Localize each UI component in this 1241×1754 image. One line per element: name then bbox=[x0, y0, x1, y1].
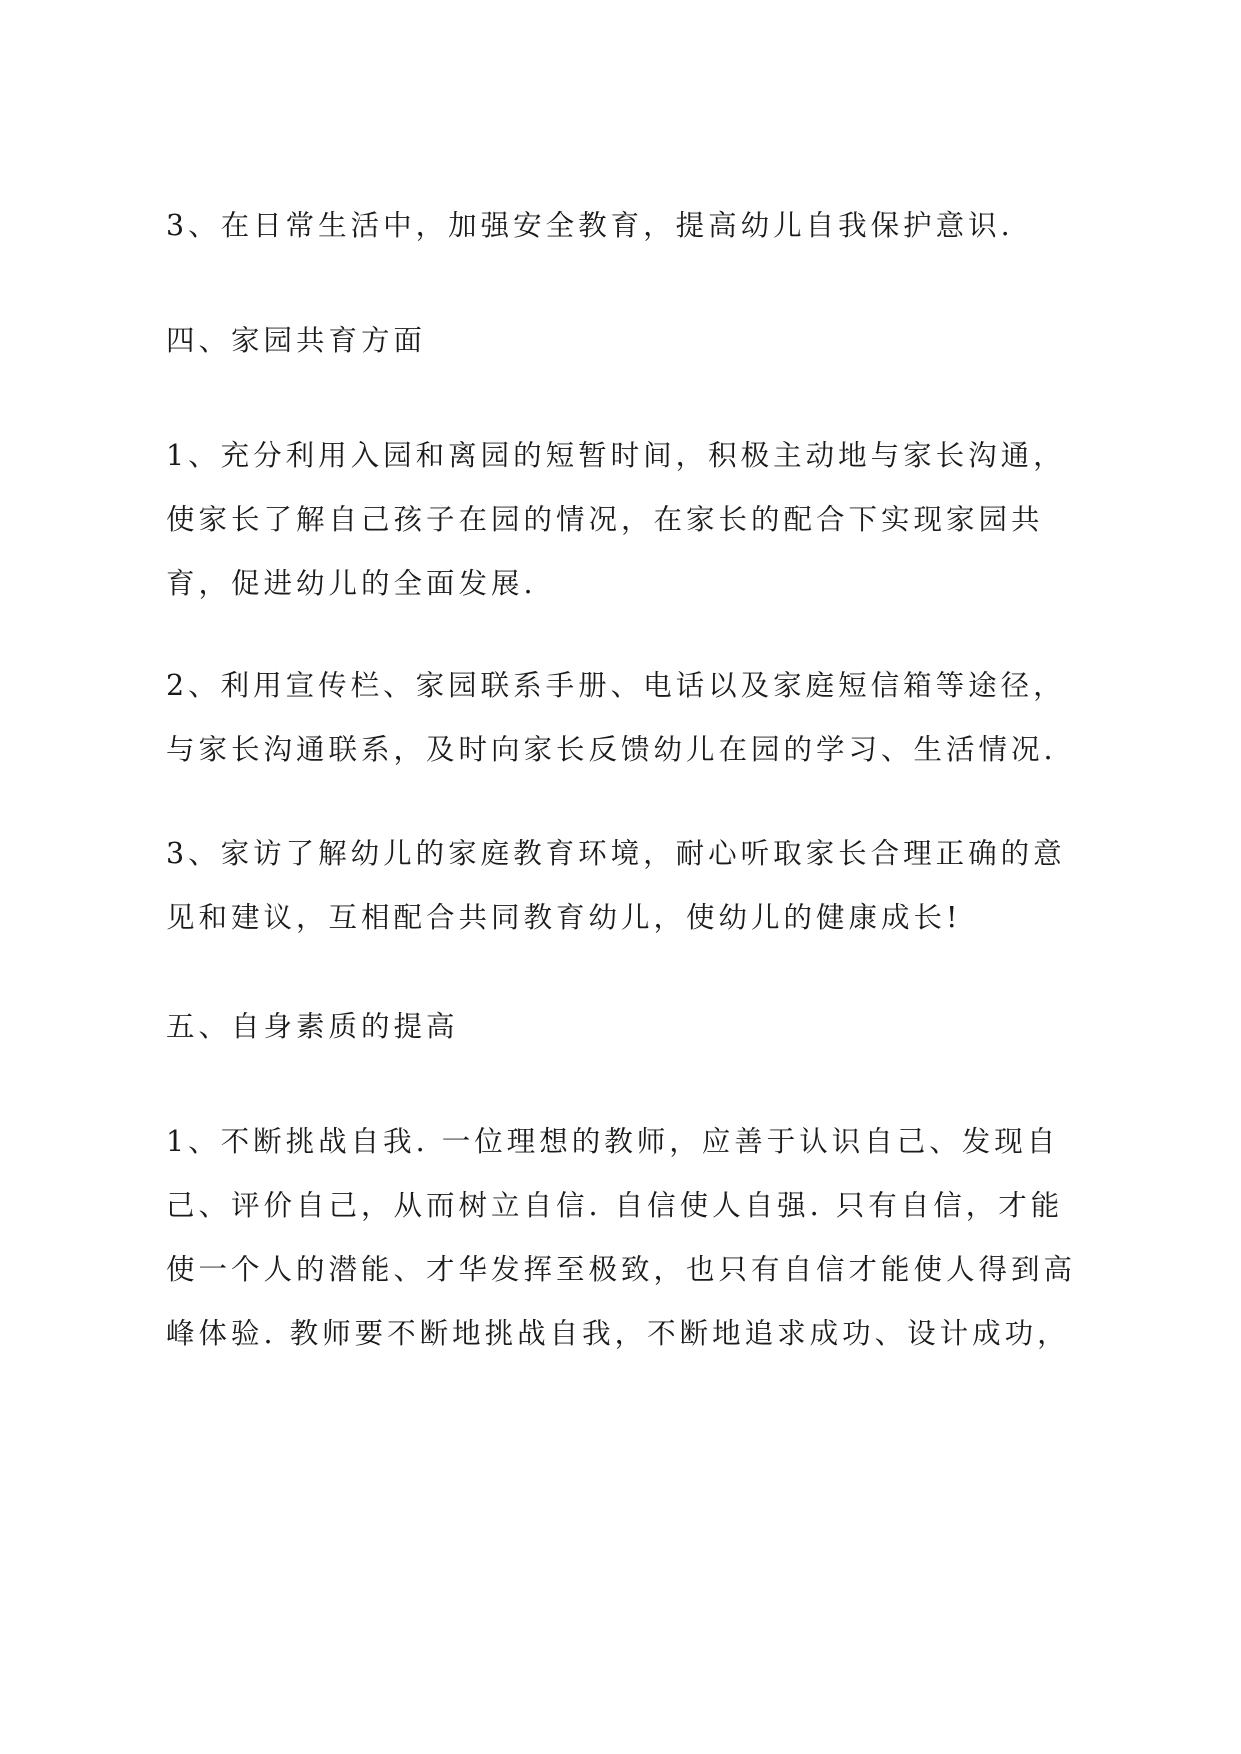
section-heading-home-school bbox=[166, 309, 1106, 373]
text-line: 1、不断挑战自我. 一位理想的教师，应善于认识自己、发现自 bbox=[166, 1125, 1060, 1158]
text-line: 峰体验. 教师要不断地挑战自我，不断地追求成功、设计成功， bbox=[166, 1317, 1070, 1350]
text-line: 己、评价自己，从而树立自信. 自信使人自强. 只有自信，才能 bbox=[166, 1189, 1064, 1222]
paragraph-parent-communication bbox=[166, 424, 1106, 616]
paragraph-home-visit bbox=[166, 822, 1106, 950]
text-line: 与家长沟通联系，及时向家长反馈幼儿在园的学习、生活情况. bbox=[166, 733, 1057, 766]
paragraph-bulletin-board bbox=[166, 654, 1106, 782]
section-heading: 四、家园共育方面 bbox=[166, 324, 427, 357]
section-heading-self-improvement bbox=[166, 995, 1106, 1059]
text-line: 见和建议，互相配合共同教育幼儿，使幼儿的健康成长! bbox=[166, 901, 962, 934]
paragraph-challenge-self bbox=[166, 1110, 1106, 1366]
text-line: 3、在日常生活中，加强安全教育，提高幼儿自我保护意识. bbox=[166, 209, 1014, 242]
section-heading: 五、自身素质的提高 bbox=[166, 1010, 459, 1043]
text-line: 1、充分利用入园和离园的短暂时间，积极主动地与家长沟通， bbox=[166, 439, 1066, 472]
text-line: 育，促进幼儿的全面发展. bbox=[166, 567, 537, 600]
text-line: 2、利用宣传栏、家园联系手册、电话以及家庭短信箱等途径， bbox=[166, 669, 1066, 702]
text-line: 使一个人的潜能、才华发挥至极致，也只有自信才能使人得到高 bbox=[166, 1253, 1077, 1286]
paragraph-safety-education bbox=[166, 194, 1106, 258]
text-line: 3、家访了解幼儿的家庭教育环境，耐心听取家长合理正确的意 bbox=[166, 837, 1066, 870]
text-line: 使家长了解自己孩子在园的情况，在家长的配合下实现家园共 bbox=[166, 503, 1044, 536]
